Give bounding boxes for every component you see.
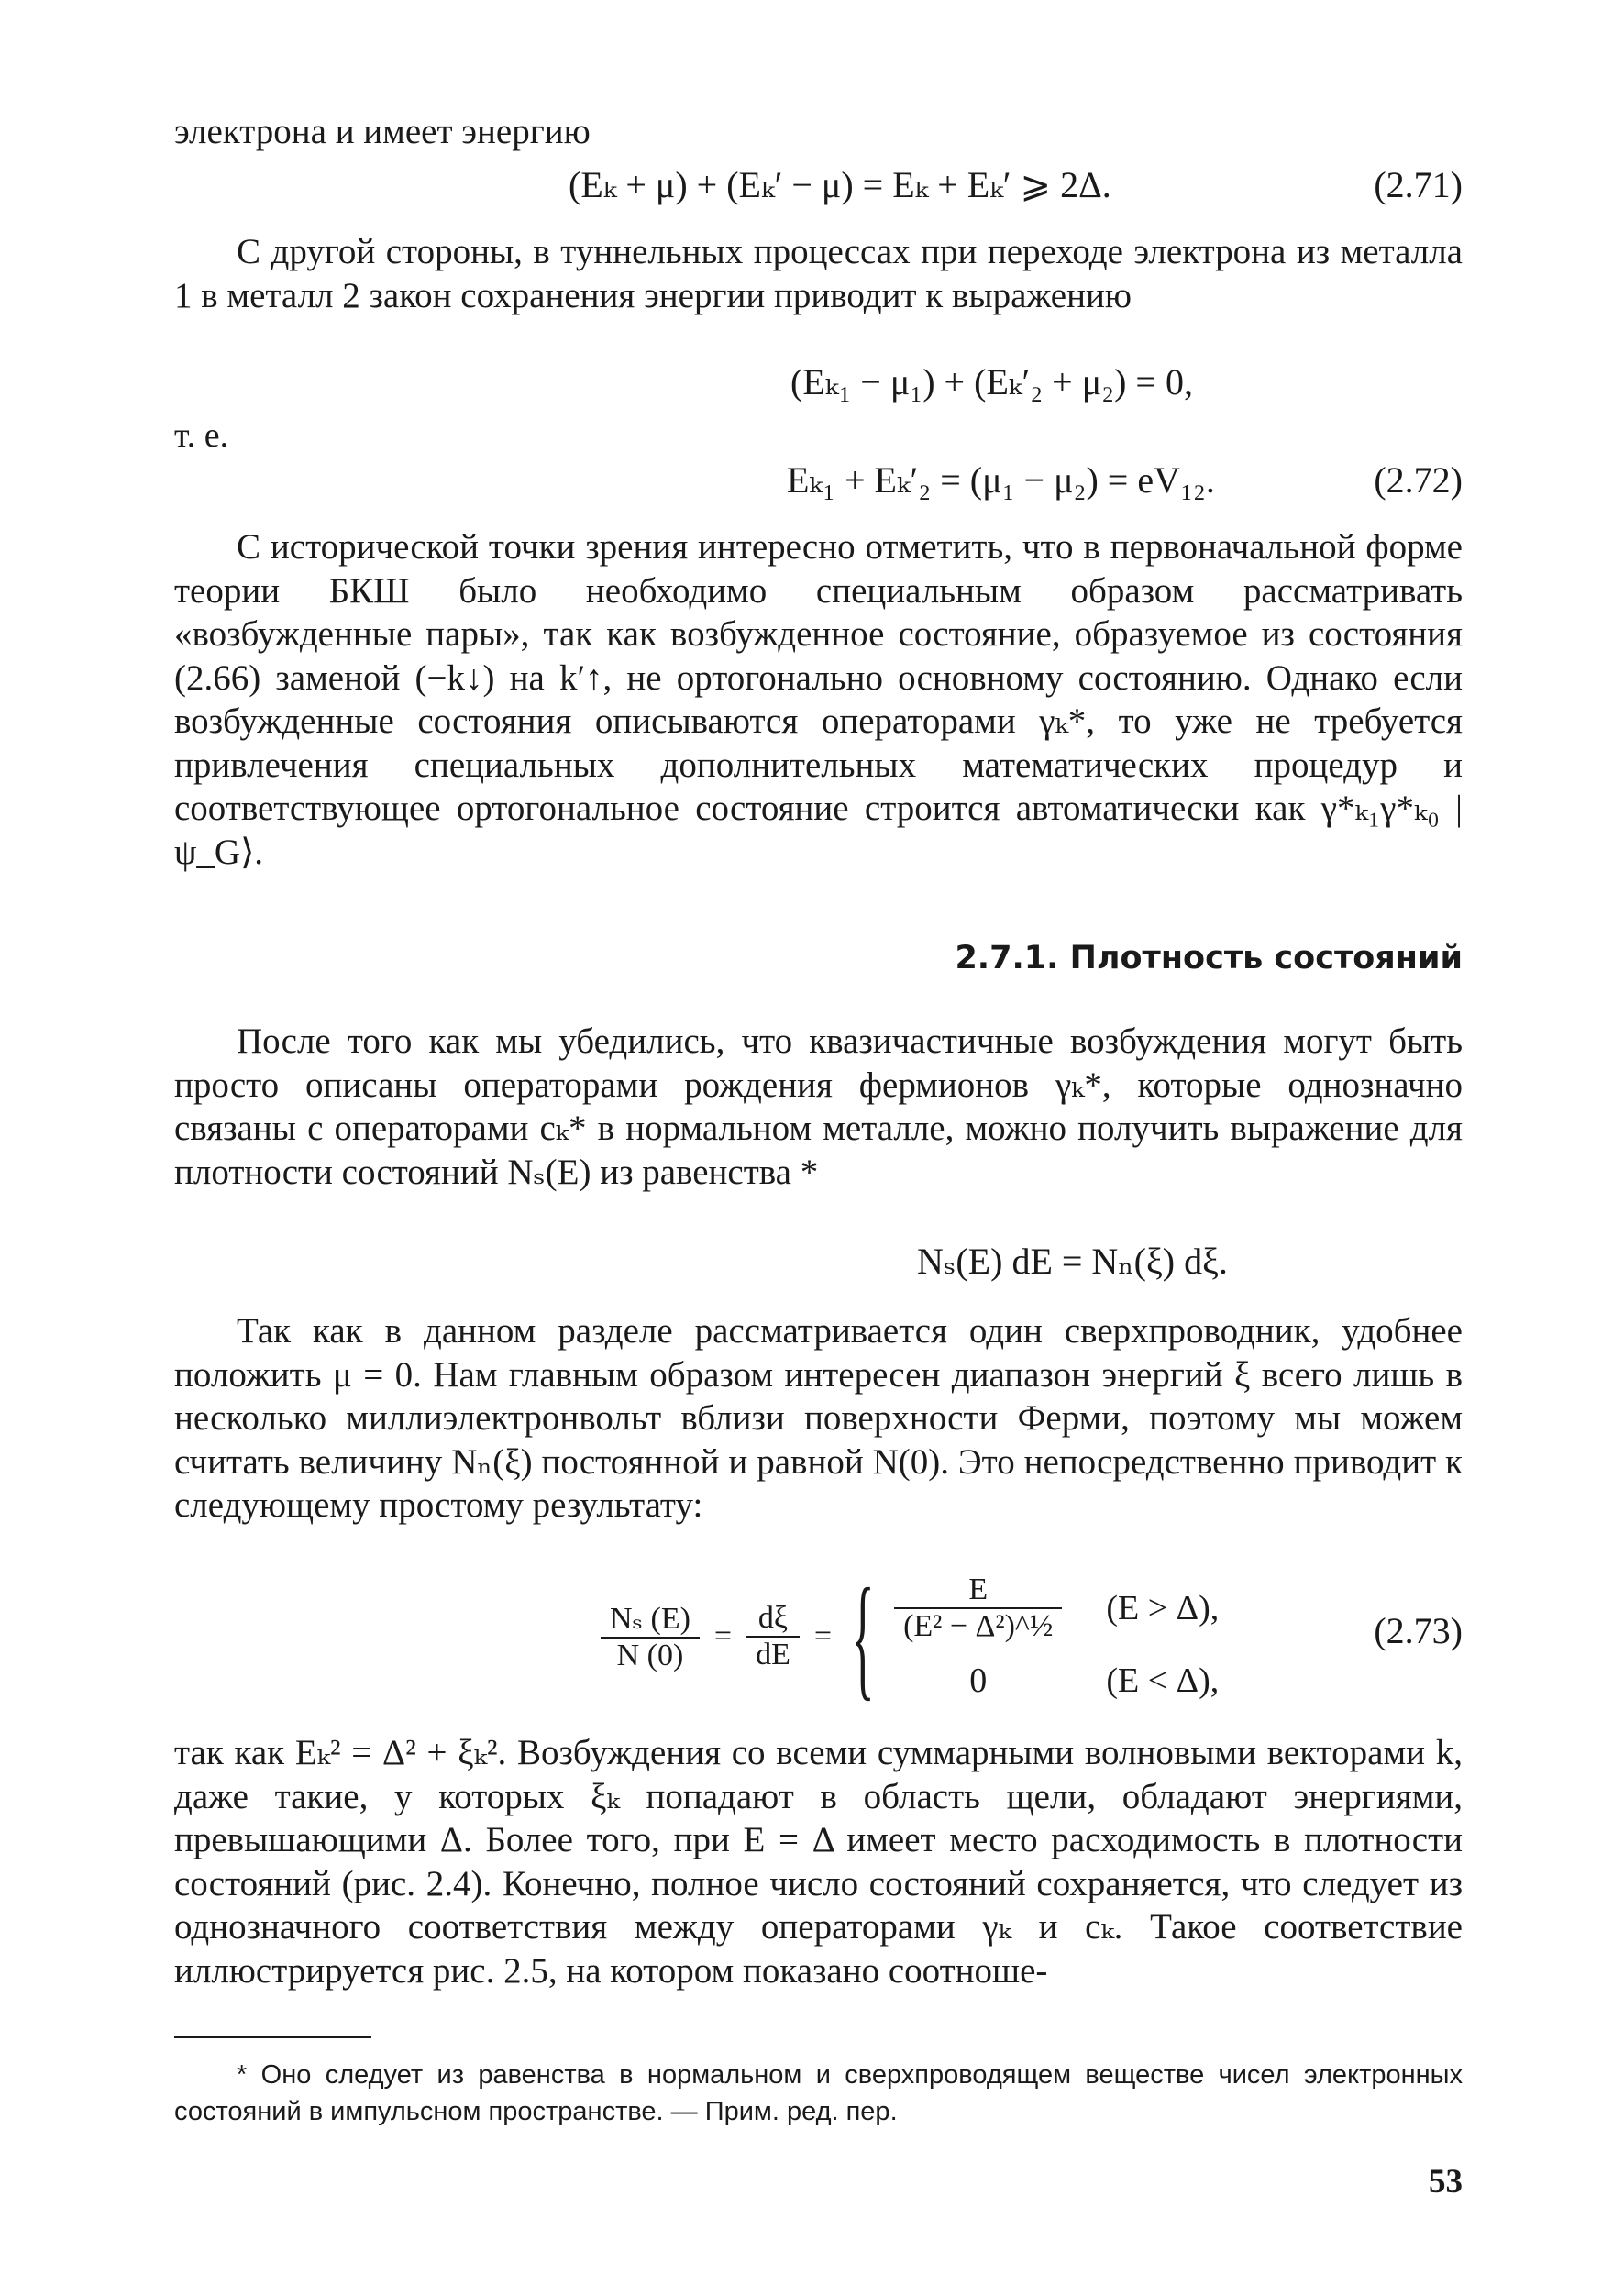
case-1-numerator: E [894,1572,1062,1609]
case-1-value [894,1572,1062,1644]
equation-density: Nₛ(E) dE = Nₙ(ξ) dξ. [917,1241,1228,1282]
brace-symbol: { [851,1561,875,1713]
footnote: * Оно следует из равенства в нормальном и сверхпроводящем веществе чисел электронных состояний в импульсном пространстве. — Прим. ред. пер. [174,2060,1463,2126]
case-2-condition: (E < Δ), [1106,1661,1220,1700]
case-2-value: 0 [969,1661,988,1700]
paragraph-history: С исторической точки зрения интересно отметить, что в первоначальной форме теории БКШ было необходимо специальным образом рассматривать «возбужденные пары», так как возбужденное состояние, образуемое из состояния (2.66) заменой (−k↓) на k′↑, не ортогонально основному состоянию. Однако если возбужденные состояния описываются операторами γₖ*, то уже не требуется привлечения специальных дополнительных математических процедур и соответствующее ортогональное состояние строится автоматически как γ*ₖ₁γ*ₖ₀ | ψ_G⟩. [174,527,1463,872]
equation-2-73: $\frac{\text{Nₛ (E)}}{N (0)}$ = $\frac{d\xi}{dE}$ = { $\frac{E}{\text{(E² − Δ²)\textasciicircum{}½}}$ (E > Δ), 0 (E < Δ), [601,1568,1219,1705]
fraction-de: dE [756,1638,790,1672]
paragraph-superconductor: Так как в данном разделе рассматривается один сверхпроводник, удобнее положить μ = 0. Нам главным образом интересен диапазон энергий ξ всего лишь в несколько миллиэлектронвольт вблизи поверхности Ферми, поэтому мы можем считать величину Nₙ(ξ) постоянной и равной N(0). Это непосредственно приводит к следующему простому результату: [174,1311,1463,1525]
fraction-ns-n0 [601,1600,700,1673]
equation-number-2-72: (2.72) [1374,459,1463,501]
page-number: 53 [1429,2163,1463,2201]
paragraph-density: После того как мы убедились, что квазичастичные возбуждения могут быть просто описаны операторами рождения фермионов γₖ*, которые однозначно связаны с операторами cₖ* в нормальном металле, можно получить выражение для плотности состояний Nₛ(E) из равенства * [174,1021,1463,1192]
equation-number-2-71: (2.71) [1374,164,1463,205]
case-1-denominator: (E² − Δ²)^½ [903,1609,1054,1643]
equation-conservation: (Eₖ₁ − μ₁) + (Eₖ′₂ + μ₂) = 0, [790,361,1193,403]
footnote-rule [174,2036,371,2038]
paragraph-intro: электрона и имеет энергию [174,112,591,151]
fraction-ns: Nₛ (E) [601,1600,700,1639]
fraction-dxi-de [746,1601,800,1672]
paragraph-tunnel: С другой стороны, в туннельных процессах при переходе электрона из металла 1 в металл 2 закон сохранения энергии приводит к выражению [174,232,1463,315]
case-1-condition: (E > Δ), [1106,1589,1220,1628]
label-te: т. е. [174,416,229,455]
fraction-dxi: dξ [746,1601,800,1638]
paragraph-after: так как Eₖ² = Δ² + ξₖ². Возбуждения со всеми суммарными волновыми векторами k, даже такие, у которых ξₖ попадают в область щели, обладают энергиями, превышающими Δ. Более того, при E = Δ имеет место расходимость в плотности состояний (рис. 2.4). Конечно, полное число состояний сохраняется, что следует из однозначного соответствия между операторами γₖ и cₖ. Такое соответствие иллюстрируется рис. 2.5, на котором показано соотноше- [174,1733,1463,1991]
section-heading: 2.7.1. Плотность состояний [955,940,1463,977]
fraction-n0: N (0) [616,1639,684,1672]
equation-2-71: (Eₖ + μ) + (Eₖ′ − μ) = Eₖ + Eₖ′ ⩾ 2Δ. [569,164,1111,205]
cases-block [894,1572,1219,1701]
equation-2-72: Eₖ₁ + Eₖ′₂ = (μ₁ − μ₂) = eV₁₂. [787,459,1215,501]
equation-number-2-73: (2.73) [1374,1610,1463,1651]
